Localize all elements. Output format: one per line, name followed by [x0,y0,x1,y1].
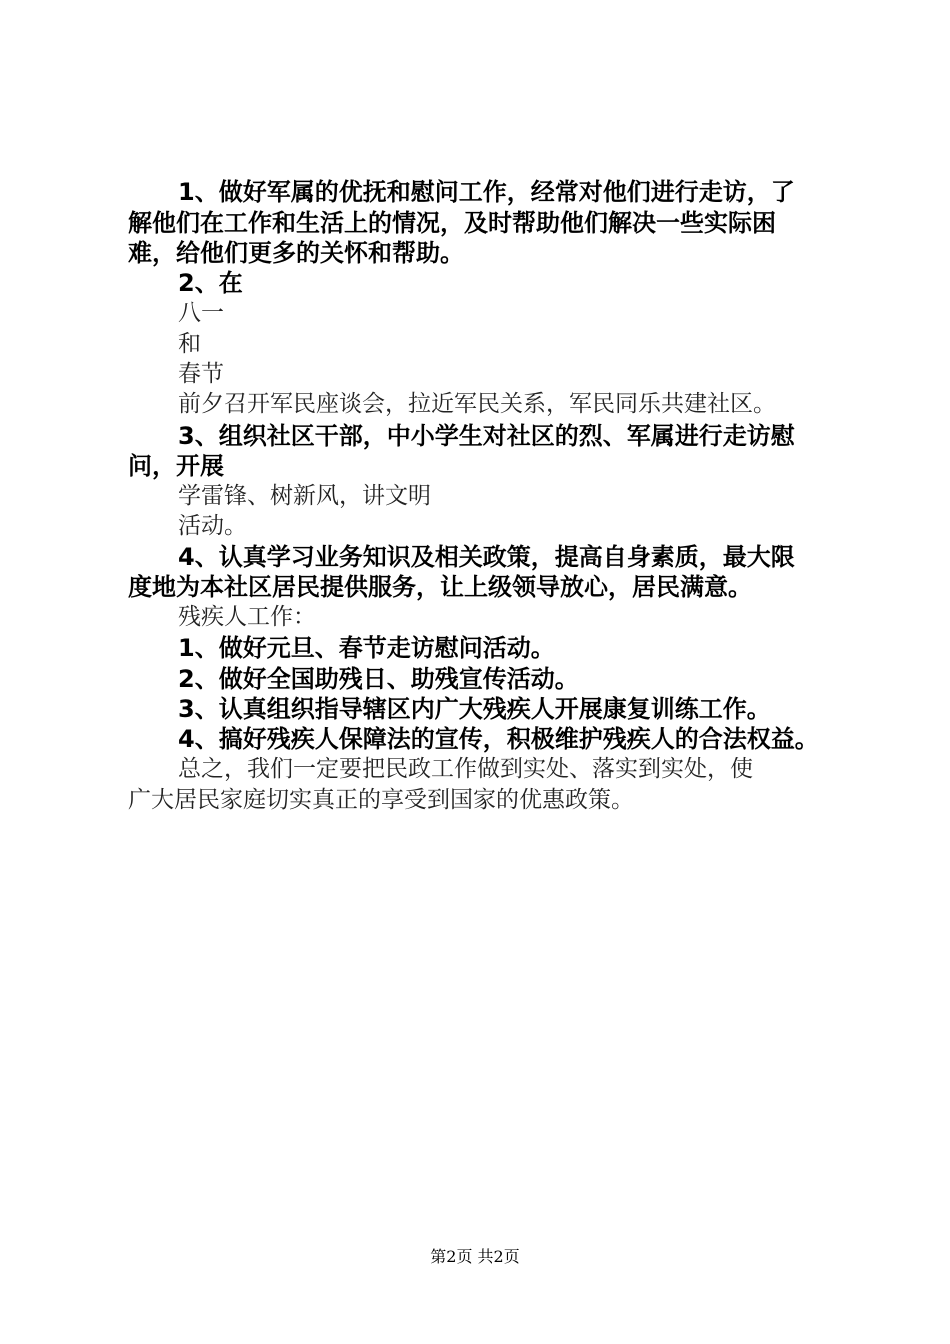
text-line: 2、做好全国助残日、助残宣传活动。 [178,665,579,693]
text-line: 度地为本社区居民提供服务，让上级领导放心，居民满意。 [128,573,752,601]
text-line: 八一 [178,300,224,326]
text-line: 春节 [178,361,224,387]
page-number-footer: 第2页 共2页 [430,1247,520,1266]
text-line: 前夕召开军民座谈会，拉近军民关系，军民同乐共建社区。 [178,391,776,417]
text-line: 1、做好元旦、春节走访慰问活动。 [178,634,555,662]
text-line: 和 [178,331,201,357]
text-line: 2、在 [178,269,243,297]
text-line: 广大居民家庭切实真正的享受到国家的优惠政策。 [128,787,634,813]
text-line: 3、认真组织指导辖区内广大残疾人开展康复训练工作。 [178,695,771,723]
section-heading: 残疾人工作： [178,604,316,630]
text-line: 难，给他们更多的关怀和帮助。 [128,239,464,267]
text-line: 1、做好军属的优抚和慰问工作，经常对他们进行走访，了 [178,178,795,206]
text-line: 4、搞好残疾人保障法的宣传，积极维护残疾人的合法权益。 [178,725,819,753]
text-line: 总之，我们一定要把民政工作做到实处、落实到实处，使 [178,756,753,782]
text-line: 解他们在工作和生活上的情况，及时帮助他们解决一些实际困 [128,209,776,237]
text-line: 4、认真学习业务知识及相关政策，提高自身素质，最大限 [178,543,795,571]
text-line: 学雷锋、树新风，讲文明 [178,483,431,509]
text-line: 活动。 [178,513,247,539]
text-line: 问，开展 [128,452,224,480]
text-line: 3、组织社区干部，中小学生对社区的烈、军属进行走访慰 [178,422,795,450]
